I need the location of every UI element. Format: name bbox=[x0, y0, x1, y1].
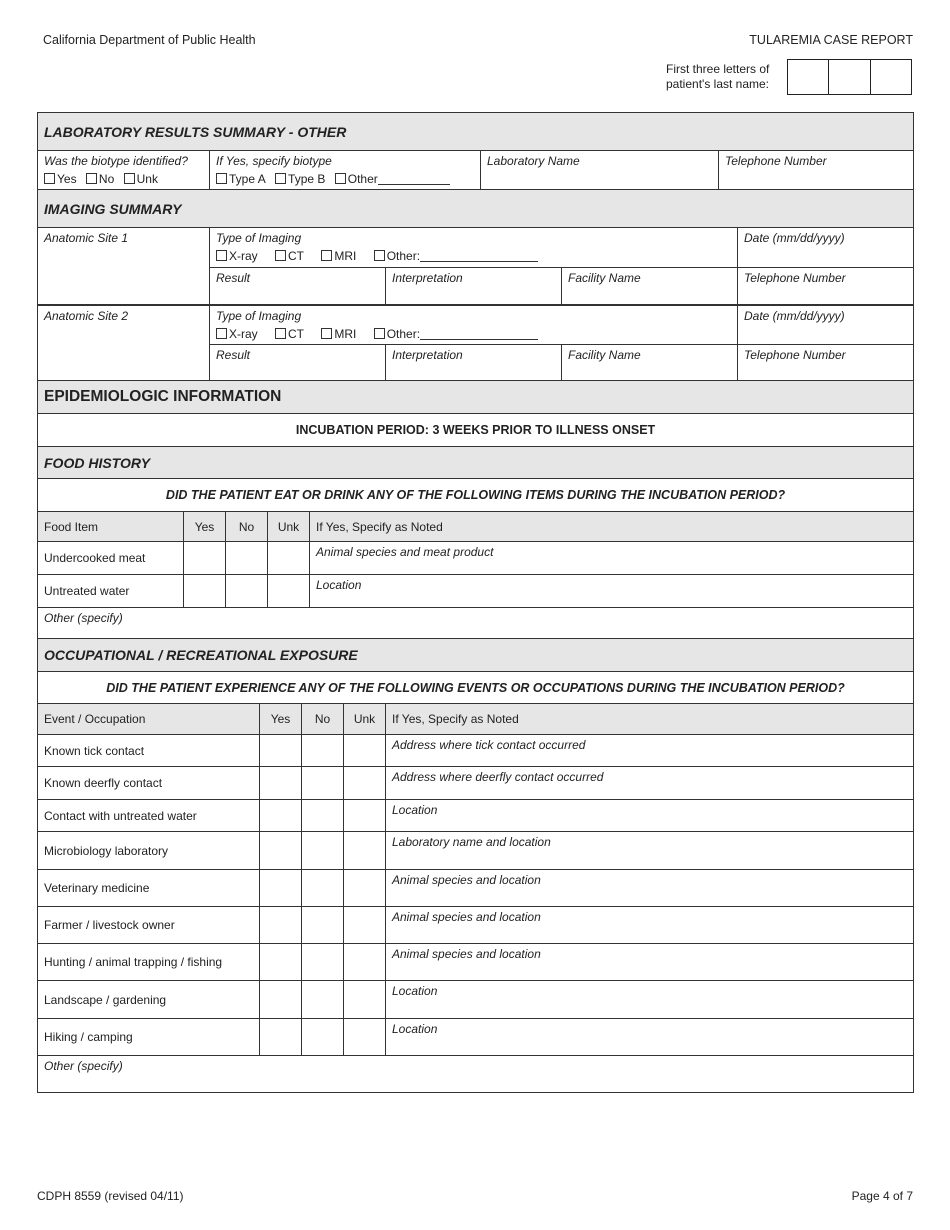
checkbox-icon bbox=[86, 173, 97, 184]
occ-yes-cell[interactable] bbox=[260, 981, 302, 1019]
imaging-1-other-field[interactable] bbox=[420, 250, 538, 262]
occ-other-field[interactable]: Other (specify) bbox=[38, 1056, 914, 1093]
checkbox-icon bbox=[44, 173, 55, 184]
initials-label-line2: patient's last name: bbox=[666, 77, 770, 91]
occ-event-label: Veterinary medicine bbox=[38, 870, 260, 907]
occ-no-cell[interactable] bbox=[302, 1019, 344, 1056]
food-question: DID THE PATIENT EAT OR DRINK ANY OF THE FOLLOWING ITEMS DURING THE INCUBATION PERIOD? bbox=[38, 479, 914, 512]
occ-event-label: Microbiology laboratory bbox=[38, 832, 260, 870]
imaging-title: IMAGING SUMMARY bbox=[38, 190, 914, 228]
food-yes-cell[interactable] bbox=[184, 542, 226, 575]
food-col-item: Food Item bbox=[38, 512, 184, 542]
occ-unk-cell[interactable] bbox=[344, 1019, 386, 1056]
initials-label bbox=[666, 62, 769, 92]
table-row bbox=[38, 735, 914, 767]
occ-specify-field[interactable]: Address where tick contact occurred bbox=[386, 735, 914, 767]
occ-unk-cell[interactable] bbox=[344, 767, 386, 800]
imaging-1-ct-option[interactable]: CT bbox=[275, 249, 304, 263]
occupational-question: DID THE PATIENT EXPERIENCE ANY OF THE FOLLOWING EVENTS OR OCCUPATIONS DURING THE INCUBATION PERIOD? bbox=[38, 672, 914, 704]
page-number: Page 4 of 7 bbox=[851, 1189, 913, 1203]
initial-box-1[interactable] bbox=[788, 60, 829, 94]
biotype-question: Was the biotype identified? bbox=[44, 154, 188, 168]
occ-specify-field[interactable]: Location bbox=[386, 800, 914, 832]
biotype-type-b-option[interactable]: Type B bbox=[275, 172, 325, 186]
food-unk-cell[interactable] bbox=[268, 575, 310, 608]
food-title: FOOD HISTORY bbox=[38, 447, 914, 479]
occ-event-label: Known tick contact bbox=[38, 735, 260, 767]
imaging-2-telephone-field[interactable]: Telephone Number bbox=[738, 345, 914, 381]
occ-yes-cell[interactable] bbox=[260, 800, 302, 832]
imaging-2-other-field[interactable] bbox=[420, 328, 538, 340]
occ-no-cell[interactable] bbox=[302, 735, 344, 767]
occ-no-cell[interactable] bbox=[302, 944, 344, 981]
occ-yes-cell[interactable] bbox=[260, 870, 302, 907]
biotype-yes-option[interactable]: Yes bbox=[44, 172, 77, 186]
lab-other-table bbox=[37, 112, 914, 190]
occ-specify-field[interactable]: Location bbox=[386, 981, 914, 1019]
occ-event-label: Landscape / gardening bbox=[38, 981, 260, 1019]
imaging-1-xray-option[interactable]: X-ray bbox=[216, 249, 258, 263]
biotype-no-option[interactable]: No bbox=[86, 172, 114, 186]
occ-event-label: Hiking / camping bbox=[38, 1019, 260, 1056]
occ-no-cell[interactable] bbox=[302, 767, 344, 800]
occ-no-cell[interactable] bbox=[302, 832, 344, 870]
occ-specify-field[interactable]: Laboratory name and location bbox=[386, 832, 914, 870]
biotype-other-field[interactable] bbox=[378, 173, 450, 185]
food-other-field[interactable]: Other (specify) bbox=[38, 608, 914, 640]
table-row bbox=[38, 800, 914, 832]
occ-no-cell[interactable] bbox=[302, 981, 344, 1019]
food-item-label: Undercooked meat bbox=[38, 542, 184, 575]
food-yes-cell[interactable] bbox=[184, 575, 226, 608]
initials-label-line1: First three letters of bbox=[666, 62, 770, 76]
anatomic-site-1-field[interactable]: Anatomic Site 1 bbox=[38, 228, 210, 305]
imaging-2-mri-option[interactable]: MRI bbox=[321, 327, 356, 341]
occ-specify-field[interactable]: Address where deerfly contact occurred bbox=[386, 767, 914, 800]
checkbox-icon bbox=[374, 328, 385, 339]
anatomic-site-2-field[interactable]: Anatomic Site 2 bbox=[38, 305, 210, 381]
checkbox-icon bbox=[216, 173, 227, 184]
occupational-table bbox=[37, 638, 914, 1093]
imaging-1-telephone-field[interactable]: Telephone Number bbox=[738, 268, 914, 305]
imaging-1-date-field[interactable]: Date (mm/dd/yyyy) bbox=[738, 228, 914, 268]
food-specify-field[interactable]: Location bbox=[310, 575, 914, 608]
occ-unk-cell[interactable] bbox=[344, 870, 386, 907]
occ-unk-cell[interactable] bbox=[344, 832, 386, 870]
checkbox-icon bbox=[374, 250, 385, 261]
imaging-table bbox=[37, 189, 914, 381]
occ-specify-field[interactable]: Animal species and location bbox=[386, 907, 914, 944]
food-col-unk: Unk bbox=[268, 512, 310, 542]
occupational-title: OCCUPATIONAL / RECREATIONAL EXPOSURE bbox=[38, 639, 914, 672]
imaging-type-1-label: Type of Imaging bbox=[216, 231, 302, 245]
occ-yes-cell[interactable] bbox=[260, 1019, 302, 1056]
occ-unk-cell[interactable] bbox=[344, 944, 386, 981]
epi-title: EPIDEMIOLOGIC INFORMATION bbox=[38, 381, 914, 414]
biotype-specify-cell bbox=[210, 151, 481, 190]
checkbox-icon bbox=[275, 250, 286, 261]
food-table bbox=[37, 380, 914, 640]
imaging-2-interpretation-field[interactable]: Interpretation bbox=[386, 345, 562, 381]
occ-specify-field[interactable]: Location bbox=[386, 1019, 914, 1056]
table-row bbox=[38, 542, 914, 575]
occ-yes-cell[interactable] bbox=[260, 735, 302, 767]
occ-yes-cell[interactable] bbox=[260, 944, 302, 981]
food-no-cell[interactable] bbox=[226, 542, 268, 575]
incubation-period: INCUBATION PERIOD: 3 WEEKS PRIOR TO ILLNESS ONSET bbox=[38, 414, 914, 447]
food-unk-cell[interactable] bbox=[268, 542, 310, 575]
occ-col-no: No bbox=[302, 704, 344, 735]
imaging-1-mri-option[interactable]: MRI bbox=[321, 249, 356, 263]
occ-no-cell[interactable] bbox=[302, 800, 344, 832]
imaging-2-date-field[interactable]: Date (mm/dd/yyyy) bbox=[738, 305, 914, 345]
occ-event-label: Farmer / livestock owner bbox=[38, 907, 260, 944]
biotype-specify-label: If Yes, specify biotype bbox=[216, 154, 332, 168]
table-row bbox=[38, 767, 914, 800]
table-row bbox=[38, 832, 914, 870]
biotype-unk-option[interactable]: Unk bbox=[124, 172, 158, 186]
occ-yes-cell[interactable] bbox=[260, 767, 302, 800]
initial-box-3[interactable] bbox=[871, 60, 911, 94]
table-row bbox=[38, 981, 914, 1019]
food-item-label: Untreated water bbox=[38, 575, 184, 608]
occ-col-unk: Unk bbox=[344, 704, 386, 735]
imaging-2-xray-option[interactable]: X-ray bbox=[216, 327, 258, 341]
occ-yes-cell[interactable] bbox=[260, 832, 302, 870]
occ-col-specify: If Yes, Specify as Noted bbox=[386, 704, 914, 735]
agency-name: California Department of Public Health bbox=[43, 33, 256, 47]
table-row bbox=[38, 907, 914, 944]
imaging-2-result-field[interactable]: Result bbox=[210, 345, 386, 381]
imaging-2-ct-option[interactable]: CT bbox=[275, 327, 304, 341]
occ-unk-cell[interactable] bbox=[344, 981, 386, 1019]
lab-other-title: LABORATORY RESULTS SUMMARY - OTHER bbox=[38, 113, 914, 151]
food-col-no: No bbox=[226, 512, 268, 542]
lab-telephone-field[interactable]: Telephone Number bbox=[719, 151, 914, 190]
checkbox-icon bbox=[321, 328, 332, 339]
initials-boxes bbox=[787, 59, 912, 95]
initial-box-2[interactable] bbox=[829, 60, 870, 94]
checkbox-icon bbox=[321, 250, 332, 261]
imaging-2-other-option[interactable]: Other: bbox=[374, 327, 538, 341]
occ-specify-field[interactable]: Animal species and location bbox=[386, 944, 914, 981]
food-specify-field[interactable]: Animal species and meat product bbox=[310, 542, 914, 575]
form-id: CDPH 8559 (revised 04/11) bbox=[37, 1189, 184, 1203]
imaging-1-other-option[interactable]: Other: bbox=[374, 249, 538, 263]
food-col-yes: Yes bbox=[184, 512, 226, 542]
food-no-cell[interactable] bbox=[226, 575, 268, 608]
checkbox-icon bbox=[216, 328, 227, 339]
imaging-1-result-field[interactable]: Result bbox=[210, 268, 386, 305]
occ-unk-cell[interactable] bbox=[344, 907, 386, 944]
checkbox-icon bbox=[335, 173, 346, 184]
occ-col-yes: Yes bbox=[260, 704, 302, 735]
table-row bbox=[38, 1019, 914, 1056]
table-row bbox=[38, 870, 914, 907]
biotype-type-a-option[interactable]: Type A bbox=[216, 172, 266, 186]
occ-unk-cell[interactable] bbox=[344, 735, 386, 767]
food-col-specify: If Yes, Specify as Noted bbox=[310, 512, 914, 542]
imaging-type-2-cell bbox=[210, 305, 738, 345]
occ-unk-cell[interactable] bbox=[344, 800, 386, 832]
table-row bbox=[38, 575, 914, 608]
occ-event-label: Known deerfly contact bbox=[38, 767, 260, 800]
occ-event-label: Contact with untreated water bbox=[38, 800, 260, 832]
imaging-2-facility-field[interactable]: Facility Name bbox=[562, 345, 738, 381]
occ-yes-cell[interactable] bbox=[260, 907, 302, 944]
lab-name-field[interactable]: Laboratory Name bbox=[481, 151, 719, 190]
checkbox-icon bbox=[216, 250, 227, 261]
imaging-type-1-cell bbox=[210, 228, 738, 268]
occ-specify-field[interactable]: Animal species and location bbox=[386, 870, 914, 907]
biotype-other-option[interactable]: Other bbox=[335, 172, 450, 186]
checkbox-icon bbox=[275, 328, 286, 339]
checkbox-icon bbox=[124, 173, 135, 184]
checkbox-icon bbox=[275, 173, 286, 184]
report-title: TULAREMIA CASE REPORT bbox=[749, 33, 913, 47]
imaging-1-interpretation-field[interactable]: Interpretation bbox=[386, 268, 562, 305]
table-row bbox=[38, 944, 914, 981]
imaging-1-facility-field[interactable]: Facility Name bbox=[562, 268, 738, 305]
occ-event-label: Hunting / animal trapping / fishing bbox=[38, 944, 260, 981]
occ-col-event: Event / Occupation bbox=[38, 704, 260, 735]
biotype-question-cell bbox=[38, 151, 210, 190]
occ-no-cell[interactable] bbox=[302, 870, 344, 907]
imaging-type-2-label: Type of Imaging bbox=[216, 308, 302, 323]
occ-no-cell[interactable] bbox=[302, 907, 344, 944]
